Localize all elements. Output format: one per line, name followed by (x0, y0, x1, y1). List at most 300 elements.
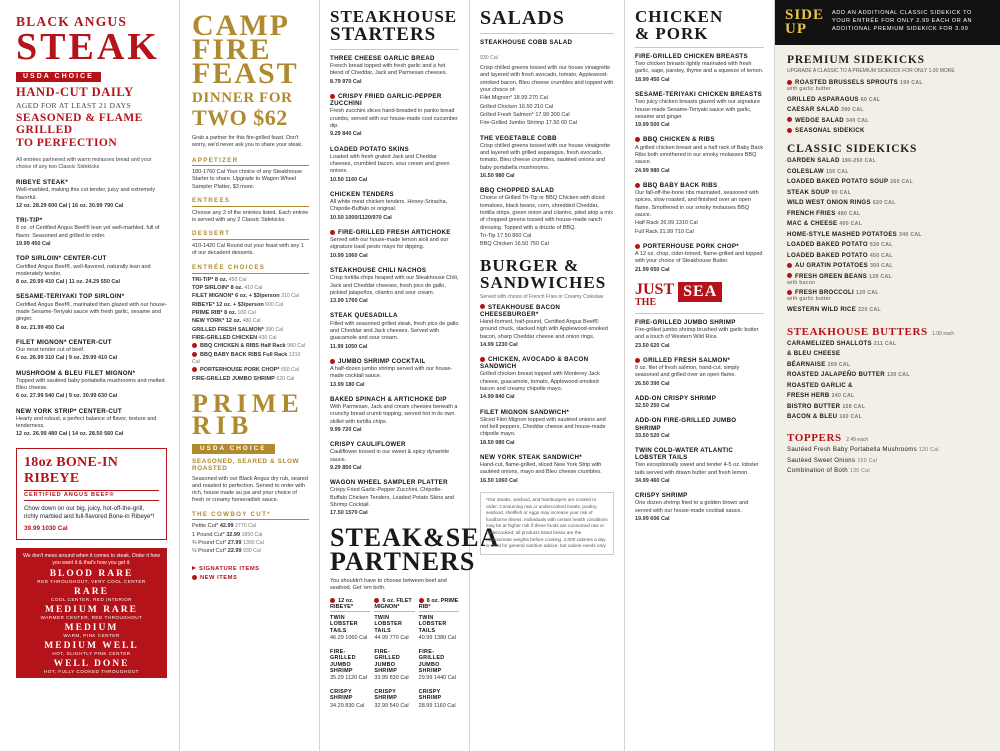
item-name: RIBEYE STEAK* (16, 179, 69, 187)
item-name: FILET MIGNON SANDWICH* (480, 408, 570, 416)
item-name: CRISPY SHRIMP (418, 689, 442, 702)
seafood-item (635, 447, 764, 485)
classic-sidekick: AU GRATIN POTATOES 300 CAL (787, 262, 988, 269)
item-price: 33.99 830 Cal (374, 674, 409, 681)
doneness-row (23, 605, 160, 620)
steak-item (16, 293, 167, 331)
legend (192, 566, 309, 581)
salad-item (480, 187, 614, 248)
divider (635, 47, 764, 48)
item-name: JUMBO SHRIMP COCKTAIL (330, 358, 459, 365)
item-name: BBQ CHICKEN & RIBS (635, 136, 764, 143)
item-name: BBQ CHOPPED SALAD (480, 187, 555, 195)
divider (480, 33, 614, 34)
entree-choice: FIRE-GRILLED JUMBO SHRIMP 620 Cal (192, 375, 295, 382)
column-salads-burgers (470, 0, 625, 751)
side-up-title (785, 8, 832, 37)
entree-choice: TRI-TIP* 8 oz. 450 Cal (192, 276, 247, 283)
item-name: CRISPY FRIED GARLIC-PEPPER ZUCCHINI (330, 93, 442, 108)
item-price: 29.99 1440 Cal (418, 674, 456, 681)
starters-title-1: STEAKHOUSE (330, 7, 458, 26)
doneness-desc: COOL CENTER, RED INTERIOR (51, 597, 132, 603)
item-price: 11.99 1050 Cal (330, 343, 368, 350)
item-price: 6 oz. 26.99 310 Cal | 9 oz. 29.99 410 Cal (16, 355, 118, 362)
entree-choice: PORTERHOUSE PORK CHOP* 650 Cal (192, 367, 309, 374)
doneness-desc: HOT, SLIGHTLY PINK CENTER (52, 651, 131, 657)
item-name: STEAKHOUSE COBB SALAD (480, 39, 573, 46)
doneness-row (23, 623, 160, 638)
item-name: FIRE-GRILLED JUMBO SHRIMP (374, 649, 401, 674)
item-name: FIRE-GRILLED FRESH ARTICHOKE (330, 229, 459, 236)
chicken-pork-item (635, 182, 764, 236)
steakhouse-butter: CARAMELIZED SHALLOTS 211 CAL (787, 339, 897, 347)
classic-sidekick: HOME-STYLE MASHED POTATOES 340 CAL (787, 230, 922, 238)
sea-item-list (635, 319, 764, 523)
item-description: Our fall-off-the-bone ribs marinated, seasoned with spices, slow roasted, and finished over an open flame. Smothered in our smoky molasses BBQ sauce. (635, 189, 759, 218)
item-name: PORTERHOUSE PORK CHOP* (635, 243, 764, 250)
item-price-line: Filet Mignon* 18.99 270 Cal (480, 95, 548, 102)
item-name: THE VEGETABLE COBB (480, 134, 557, 142)
partners-columns (330, 598, 459, 717)
doneness-desc: HOT, FULLY COOKED THROUGHOUT (44, 669, 139, 675)
item-name: STEAKHOUSE CHILI NACHOS (330, 267, 427, 275)
item-price: 10.50 1000/1120/970 Cal (330, 214, 392, 221)
item-price: 35.29 1120 Cal (330, 674, 367, 681)
item-price: 10.50 1160 Cal (330, 176, 368, 183)
seafood-item (635, 417, 764, 440)
doneness-intro: We don't mess around when it comes to steak. Order it how you want it & that's how you get it. (23, 552, 160, 566)
item-description: A 12 oz. chop, cider-brined, flame-grilled and topped with your choice of Steakhouse Butter. (635, 250, 763, 265)
classic-sidekick: COLESLAW 150 CAL (787, 167, 849, 175)
item-name: NEW YORK STRIP* CENTER-CUT (16, 407, 123, 415)
brand-line: BLACK ANGUS (16, 14, 128, 29)
item-price-line: Fire-Grilled Jumbo Shrimp 17.50 60 Cal (480, 120, 577, 127)
item-name: CRISPY SHRIMP (330, 689, 353, 702)
starter-item (330, 146, 459, 184)
premium-upgrade-note: UPGRADE A CLASSIC TO A PREMIUM SIDEKICK FOR ONLY 1.00 MORE (787, 67, 955, 74)
starter-item (330, 479, 459, 517)
burgers-title-2: SANDWICHES (480, 272, 607, 292)
partner-column-head: 8 oz. PRIME RIB* (419, 598, 459, 613)
steak-item (16, 408, 167, 439)
partner-item (330, 615, 370, 642)
perfection-line: TO PERFECTION (16, 136, 118, 149)
salad-item (480, 135, 614, 181)
item-name: TWIN LOBSTER TAILS (418, 615, 447, 634)
aged-line: AGED FOR AT LEAST 21 DAYS (16, 100, 132, 110)
chicken-pork-item (635, 53, 764, 84)
signature-icon (192, 566, 196, 570)
prime-rib-usda-badge: USDA CHOICE (192, 444, 275, 454)
item-name: CHICKEN, AVOCADO & BACON SANDWICH (480, 356, 589, 371)
premium-sidekick: WEDGE SALAD 340 CAL (787, 117, 988, 124)
item-name: CRISPY CAULIFLOWER (330, 441, 406, 449)
item-price-line: BBQ Chicken 16.50 750 Cal (480, 241, 549, 248)
item-description: All white meat chicken tenders. Honey-Sriracha, Chipotle-Buffalo or original. (330, 199, 448, 213)
steak-item (16, 217, 167, 248)
starter-item (330, 441, 459, 472)
entree-choice: PRIME RIB* 8 oz. 930 Cal (192, 310, 256, 317)
item-description: Fresh zucchini slices hand-breaded in panko bread crumbs, served with our house-made cool cucumber dip. (330, 108, 458, 129)
seafood-item (635, 492, 764, 523)
item-calories: 930 Cal (480, 55, 498, 62)
prime-rib-desc: Seasoned with our Black Angus dry rub, seared and roasted to perfection. Served to order with rich, house made au jus and your choice of fresh or creamy horseradish sauce. (192, 475, 308, 504)
item-name: FILET MIGNON* CENTER-CUT (16, 338, 112, 346)
new-item-icon (787, 80, 792, 85)
chicken-pork-item (635, 243, 764, 274)
campfire-title-2: FIRE (192, 33, 272, 66)
burger-item (480, 304, 614, 350)
item-price: 16.50 1060 Cal (480, 477, 518, 484)
steak-item (16, 339, 167, 363)
item-price: 9.29 840 Cal (330, 131, 362, 138)
new-item-icon (635, 137, 640, 142)
partner-item (374, 615, 414, 642)
prime-rib-title-2: RIB (192, 410, 254, 440)
side-up-banner (775, 0, 1000, 45)
side-up-title-2: UP (785, 21, 807, 38)
starters-item-list (330, 55, 459, 518)
classic-sidekick: GARDEN SALAD 190-250 CAL (787, 157, 877, 164)
partner-item (419, 649, 459, 682)
item-price: 17.50 1570 Cal (330, 510, 368, 517)
column-sidekicks (775, 0, 1000, 751)
item-description: Well-marbled, making this cut tender, juicy and extremely flavorful. (16, 187, 155, 201)
item-price: 19.99 606 Cal (635, 515, 670, 522)
steakhouse-butter: & BLEU CHEESE (787, 350, 841, 357)
hand-cut-line: HAND-CUT DAILY (16, 84, 134, 99)
item-name: SESAME-TERIYAKI CHICKEN BREASTS (635, 91, 762, 99)
starter-item (330, 93, 459, 139)
entree-choice: FILET MIGNON* 6 oz. + $3/person 310 Cal (192, 293, 299, 300)
campfire-appetizer-text: 180-1760 Cal Your choice of any Steakhouse Starter to share. Upgrade to Wagon Wheel Sampler Platter, $3 more. (192, 169, 303, 190)
ribeye-feature-title: 18oz BONE-IN RIBEYE (24, 454, 119, 486)
entree-choice: FIRE-GRILLED CHICKEN 430 Cal (192, 334, 277, 341)
item-description: Hand-cut, flame-grilled, sliced New York Strip with sautéed onions, mayo and Bleu cheese crumbles. (480, 462, 602, 476)
item-name: BAKED SPINACH & ARTICHOKE DIP (330, 395, 447, 403)
item-price: 13.99 1760 Cal (330, 298, 368, 305)
item-price: 8 oz. 20.99 410 Cal | 11 oz. 24.29 550 Cal (16, 279, 120, 286)
item-price: 19.99 500 Cal (635, 122, 670, 129)
seafood-item (635, 357, 764, 388)
new-item-icon (787, 263, 792, 268)
item-price: 6 oz. 27.99 540 Cal | 9 oz. 30.99 630 Cal (16, 393, 118, 400)
item-description: Grilled chicken breast topped with Monterey Jack cheese, guacamole, tomato, Applewood-smoked bacon and creamy chipotle mayo. (480, 371, 600, 392)
new-item-icon (787, 117, 792, 122)
starter-item (330, 396, 459, 434)
sea-title-3: SEA (678, 282, 722, 302)
item-description: French bread topped with fresh garlic and a hot blend of Cheddar, Jack and Parmesan cheeses. (330, 63, 448, 77)
item-name: LOADED POTATO SKINS (330, 145, 409, 153)
item-description: Choice of Grilled Tri-Tip or BBQ Chicken with diced tomatoes, black beans, corn, shredded Cheddar, tortilla strips, green onion and cilantro, piled atop a mix of chopped greens tossed with house-made ranch dressing. Topped with a drizzle of BBQ. (480, 195, 613, 231)
partner-column (330, 598, 370, 717)
item-price: 33.50 520 Cal (635, 432, 670, 439)
item-description: Loaded with fresh grated Jack and Cheddar cheeses, crumbled bacon, sour cream and green onions. (330, 153, 450, 175)
item-name: BBQ BABY BACK RIBS (635, 182, 764, 189)
item-price: 24.99 980 Cal (635, 167, 670, 174)
doneness-name: MEDIUM (64, 623, 119, 634)
item-name: FIRE-GRILLED JUMBO SHRIMP (418, 649, 445, 674)
item-description: Topped with sautéed baby portabella mushrooms and melted Bleu cheese. (16, 377, 165, 391)
item-price: 32.99 540 Cal (374, 702, 409, 709)
item-price: 10.99 1060 Cal (330, 252, 368, 259)
classic-sidekick: LOADED BAKED POTATO 530 CAL (787, 241, 893, 248)
new-item-icon (635, 244, 640, 249)
usda-badge: USDA CHOICE (16, 72, 101, 82)
doneness-desc: WARMER CENTER, RED THROUGHOUT (40, 615, 143, 621)
item-price: 19.99 450 Cal (16, 241, 51, 248)
item-description: Crisp chilled greens tossed with our house vinaigrette and layered with grilled asparagus, fresh avocado, tomato, Bleu cheese crumbles, sautéed onions and baby portabella mushrooms. (480, 142, 611, 171)
partners-title-1: STEAK&SEA (330, 522, 500, 552)
partners-title-2: PARTNERS (330, 547, 476, 577)
doneness-desc: WARM, PINK CENTER (63, 633, 120, 639)
item-price: 14.99 840 Cal (480, 394, 515, 401)
item-name: THREE CHEESE GARLIC BREAD (330, 55, 435, 62)
steak-item (16, 370, 167, 401)
item-name: SESAME-TERIYAKI TOP SIRLOIN* (16, 293, 125, 301)
ribeye-feature-price: 39.99 1030 Cal (24, 524, 68, 532)
item-price: 12 oz. 26.99 480 Cal | 14 oz. 28.50 560 Cal (16, 431, 124, 438)
item-name: FIRE-GRILLED JUMBO SHRIMP (635, 318, 736, 326)
item-name: TRI-TIP* (16, 217, 43, 225)
item-description: Certified Angus Beef®, well-flavored, naturally lean and moderately tender. (16, 263, 151, 277)
salad-item (480, 39, 614, 128)
topper: Combination of Both 130 Cal (787, 467, 870, 474)
item-price-line: Grilled Fresh Salmon* 17.99 300 Cal (480, 112, 570, 118)
item-name: ADD-ON CRISPY SHRIMP (635, 395, 717, 402)
steakhouse-butter: BISTRO BUTTER 158 CAL (787, 402, 866, 410)
classic-sidekick-list (787, 157, 988, 313)
chicken-pork-item (635, 91, 764, 129)
new-item-icon (635, 183, 640, 188)
new-item-icon (192, 367, 197, 372)
burger-item (480, 409, 614, 447)
cowboy-cut-row: ½ Pound Cut* 22.99 930 Cal (192, 548, 261, 555)
new-item-icon (787, 273, 792, 278)
steak-title: STEAK (16, 26, 160, 68)
item-price: 26.50 390 Cal (635, 380, 670, 387)
burger-item (480, 356, 614, 402)
ribeye-feature-desc: Chow down on our big, juicy, hot-off-the-grill, richly marbled and full-flavored Bone-in Ribeye*! (24, 504, 155, 521)
item-price: 18.99 450 Cal (635, 76, 670, 83)
item-price: 16.50 980 Cal (480, 173, 515, 179)
item-description: A half-dozen jumbo shrimp served with our house-made cocktail sauce. (330, 365, 453, 380)
new-item-icon (330, 359, 335, 364)
new-item-icon (330, 598, 335, 603)
cowboy-cut-row: ¾ Pound Cut* 27.99 1390 Cal (192, 539, 264, 546)
item-description: Two exceptionally sweet and tender 4-5 oz. lobster tails served with drawn butter and fresh lemon. (635, 462, 759, 476)
premium-sidekicks-title: PREMIUM SIDEKICKS (787, 53, 925, 66)
sidekick-subtext: with garlic butter (787, 296, 831, 302)
steak-item (16, 179, 167, 210)
side-up-title-1: SIDE (785, 7, 825, 23)
classic-sidekicks-title: CLASSIC SIDEKICKS (787, 143, 918, 155)
doneness-row (23, 641, 160, 656)
item-name: TOP SIRLOIN* CENTER-CUT (16, 255, 107, 263)
steakhouse-butter: FRESH HERB 240 CAL (787, 392, 855, 399)
partner-item (330, 689, 370, 710)
steakhouse-butter-list (787, 340, 988, 421)
toppers-title: TOPPERS (787, 432, 842, 444)
campfire-dessert-head: DESSERT (192, 230, 309, 240)
legend-signature-label: SIGNATURE ITEMS (199, 565, 260, 572)
steakhouse-butter: BACON & BLEU 160 CAL (787, 413, 863, 420)
classic-sidekick: WILD WEST ONION RINGS 620 CAL (787, 199, 896, 206)
premium-sidekick: GRILLED ASPARAGUS 60 CAL (787, 95, 881, 103)
item-name: STEAK QUESADILLA (330, 312, 398, 320)
cowboy-cut-head: THE COWBOY CUT* (192, 511, 309, 521)
item-description: Hand-formed, half-pound, Certified Angus Beef® ground chuck, stacked high with Applewood-smoked bacon, sharp Cheddar cheese and onion rings. (480, 318, 608, 340)
partner-item (374, 649, 414, 682)
premium-sidekick-list (787, 79, 988, 134)
starter-item (330, 312, 459, 350)
doneness-row (23, 587, 160, 602)
item-description: Crispy Fried Garlic-Pepper Zucchini, Chipotle-Buffalo Chicken Tenders, Loaded Potato Skins and Shrimp Cocktail. (330, 487, 454, 509)
starters-title-2: STARTERS (330, 24, 437, 45)
new-item-icon (787, 290, 792, 295)
entree-note: All entrées partnered with warm molasses bread and your choice of any two Classic Sidekicks (16, 156, 152, 171)
new-item-icon (374, 598, 379, 603)
item-description: Crisp tortilla chips heaped with our Steakhouse Chili, Jack and Cheddar cheeses, fresh pico de gallo, pickled jalapeños, cilantro and sour cream. (330, 275, 459, 296)
item-name: CRISPY SHRIMP (374, 689, 398, 702)
campfire-entree-choices-head: ENTRÉE CHOICES (192, 264, 309, 274)
burgers-title-1: BURGER & (480, 255, 580, 275)
chicken-pork-title-2: & PORK (635, 24, 709, 43)
entree-choice: BBQ BABY BACK RIBS Full Rack 1310 Cal (192, 351, 301, 365)
starter-item (330, 55, 459, 86)
item-price: 28.99 1160 Cal (418, 702, 456, 709)
partner-column-head: 12 oz. RIBEYE* (330, 598, 370, 613)
item-price: 14.99 1230 Cal (480, 341, 518, 348)
chicken-pork-item (635, 136, 764, 174)
doneness-chart (16, 548, 167, 679)
item-price: 44.99 770 Cal (374, 634, 409, 641)
item-price: 32.50 250 Cal (635, 403, 670, 410)
starter-item (330, 229, 459, 260)
entree-choice: RIBEYE* 12 oz. + $3/person 600 Cal (192, 301, 284, 308)
item-description: A grilled chicken breast and a half rack of Baby Back Ribs both smothered in our smoky molasses BBQ sauce. (635, 144, 764, 166)
bone-in-ribeye-feature (16, 448, 167, 540)
new-item-icon (480, 357, 485, 362)
campfire-appetizer-head: APPETIZER (192, 157, 309, 167)
steakhouse-butter: BÉARNAISE 209 CAL (787, 360, 851, 368)
partner-item (419, 689, 459, 710)
item-name: CRISPY SHRIMP (635, 492, 688, 500)
item-price-line: Full Rack 21.99 710 Cal (635, 228, 694, 235)
doneness-row (23, 659, 160, 674)
item-name: STEAKHOUSE BACON CHEESEBURGER* (480, 303, 561, 318)
classic-sidekick: STEAK SOUP 90 CAL (787, 188, 852, 196)
item-price: 46.29 1060 Cal (330, 634, 368, 641)
entree-choice: TOP SIRLOIN* 8 oz. 410 Cal (192, 285, 263, 292)
item-description: Fire-grilled jumbo shrimp brushed with garlic butter and a touch of Western Wild Rice. (635, 327, 759, 341)
legal-disclaimer: *Our steaks, seafood, and hamburgers are cooked to order. Consuming raw or undercooked meats, poultry, seafood, shellfish or eggs may increase your risk of foodborne illness. Individuals with certain health conditions may be at higher risk if these foods are consumed raw or undercooked; all products listed below are the approximate weights before cooking. 2,000 calories a day is used for general nutrition advice, but calorie needs vary. (480, 492, 614, 555)
partner-item (374, 689, 414, 710)
premium-sidekick: SEASONAL SIDEKICK (787, 127, 988, 134)
sidekick-subtext: with bacon (787, 279, 816, 286)
partner-column (419, 598, 459, 717)
campfire-price: TWO $62 (192, 105, 288, 130)
new-item-icon (192, 575, 197, 580)
steak-and-sea-partners (330, 522, 500, 717)
burger-item (480, 454, 614, 485)
burgers-note: Served with choice of French Fries or Creamy Coleslaw (480, 293, 604, 300)
sea-title-1: JUST (635, 280, 675, 298)
topper: Sautéed Sweet Onions 150 Cal (787, 456, 878, 464)
chicken-pork-title-1: CHICKEN (635, 7, 724, 26)
item-description: Two juicy chicken breasts glazed with our signature house-made Sesame-Teriyaki sauce with garlic, sesame and ginger. (635, 99, 761, 120)
item-description: Certified Angus Beef®, marinated then glazed with our house-made Sesame-Teriyaki sauce with fresh garlic, sesame and ginger. (16, 301, 167, 323)
sea-title-2: THE (635, 296, 657, 308)
item-name: NEW YORK STEAK SANDWICH* (480, 454, 582, 461)
doneness-desc: RED THROUGHOUT, VERY COOL CENTER (37, 579, 146, 585)
item-description: Served with our house-made lemon aioli and our signature basil pesto mayo for dipping. (330, 237, 449, 251)
item-name: CHICKEN TENDERS (330, 190, 394, 198)
doneness-name: WELL DONE (53, 659, 130, 670)
campfire-note: Grab a partner for this fire-grilled feast. Don't worry, we'd never ask you to share your steak. (192, 135, 303, 149)
column-chicken-pork-sea (625, 0, 775, 751)
item-price: 9.99 720 Cal (330, 426, 362, 433)
prime-rib-title-1: PRIME (192, 388, 304, 418)
item-description: Filled with seasoned grilled steak, fresh pico de gallo and Cheddar and Jack cheeses. Served with guacamole and sour cream. (330, 320, 459, 342)
item-name: TWIN COLD-WATER ATLANTIC LOBSTER TAILS (635, 447, 734, 462)
item-price: 18.50 980 Cal (480, 439, 515, 446)
new-item-icon (419, 598, 424, 603)
item-price: 21.99 650 Cal (635, 266, 670, 273)
classic-sidekick: WESTERN WILD RICE 220 CAL (787, 305, 881, 313)
partner-column-head: 6 oz. FILET MIGNON* (374, 598, 414, 613)
campfire-entrees-head: ENTREES (192, 197, 309, 207)
classic-sidekick: FRESH GREEN BEANS 120 CAL with bacon (787, 273, 988, 286)
item-name: MUSHROOM & BLEU FILET MIGNON* (16, 369, 136, 377)
item-price: 12 oz. 28.29 600 Cal | 16 oz. 30.99 790 Cal (16, 203, 124, 209)
cowboy-cut-row: Petite Cut* 42.99 2770 Cal (192, 523, 256, 530)
new-item-icon (330, 94, 335, 99)
new-item-icon (480, 304, 485, 309)
starter-item (330, 191, 459, 222)
prime-rib-subtitle: SEASONED, SEARED & SLOW ROASTED (192, 457, 300, 472)
campfire-dessert-text: 410-1420 Cal Round out your feast with any 1 of our decadent desserts. (192, 242, 304, 256)
starter-item (330, 267, 459, 305)
steak-item (16, 255, 167, 286)
classic-sidekick: LOADED BAKED POTATO SOUP 260 CAL (787, 178, 914, 185)
side-up-text: ADD AN ADDITIONAL CLASSIC SIDEKICK TO YOUR ENTRÉE FOR ONLY 2.99 EACH OR AN ADDITIONAL PREMIUM SIDEKICK FOR 3.99 (832, 10, 973, 32)
item-description: With Parmesan, Jack and cream cheeses beneath a crunchy bread crumb topping, served hot in its own skillet with tortilla chips. (330, 404, 458, 425)
item-description: 8 oz. filet of fresh salmon, hand-cut, simply seasoned and grilled over an open flame. (635, 365, 740, 379)
doneness-row (23, 569, 160, 584)
item-price: 8 oz. 21.99 450 Cal (16, 324, 65, 331)
seafood-item (635, 395, 764, 410)
item-price-line: Grilled Chicken 16.50 210 Cal (480, 103, 554, 110)
campfire-title-3: FEAST (192, 57, 299, 90)
classic-sidekick: MAC & CHEESE 400 CAL (787, 220, 863, 227)
cowboy-cut-row: 1 Pound Cut* 32.99 1850 Cal (192, 531, 263, 538)
entree-choice: NEW YORK* 12 oz. 480 Cal (192, 318, 261, 325)
topper-list (787, 446, 988, 474)
premium-sidekick: CAESAR SALAD 390 CAL (787, 106, 864, 113)
partner-item (330, 649, 370, 682)
divider (330, 49, 459, 50)
entree-choice: BBQ CHICKEN & RIBS Half Rack 980 Cal (192, 343, 309, 350)
item-name: FIRE-GRILLED JUMBO SHRIMP (330, 649, 356, 674)
legend-new-label: NEW ITEMS (200, 574, 238, 581)
classic-sidekick: LOADED BAKED POTATO 450 CAL (787, 251, 893, 259)
doneness-rows (23, 569, 160, 674)
toppers-price: 2.49 each (846, 437, 869, 443)
topper: Sautéed Fresh Baby Portabella Mushrooms 120 Cal (787, 446, 939, 453)
doneness-name: MEDIUM RARE (45, 605, 138, 616)
partners-note: You shouldn't have to choose between beef and seafood. Get 'em both. (330, 578, 447, 592)
